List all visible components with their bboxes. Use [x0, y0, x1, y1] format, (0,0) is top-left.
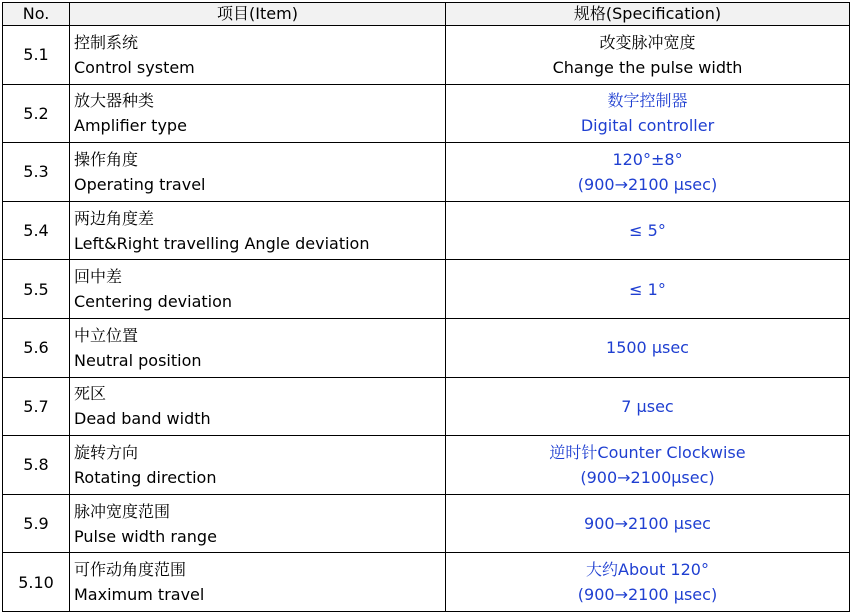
row-number: 5.10 [3, 553, 70, 612]
item-chinese-label: 控制系统 [74, 32, 139, 52]
item-cell [70, 436, 446, 495]
item-chinese-label: 放大器种类 [74, 91, 155, 111]
table-row [3, 436, 850, 495]
row-number: 5.3 [3, 143, 70, 202]
spec-line-1: ≤ 5° [629, 221, 666, 241]
item-chinese-label: 脉冲宽度范围 [74, 501, 171, 521]
spec-line-1: 120°±8° [612, 149, 683, 169]
table-row [3, 494, 850, 553]
table-row [3, 377, 850, 436]
item-cell [70, 494, 446, 553]
spec-line-1: ≤ 1° [629, 279, 666, 299]
item-chinese-label: 旋转方向 [74, 442, 139, 462]
item-english-label: Pulse width range [74, 526, 217, 546]
spec-cell [446, 318, 850, 377]
table-row [3, 260, 850, 319]
item-cell [70, 260, 446, 319]
header-no: No. [3, 3, 70, 26]
spec-line-1: 1500 µsec [606, 338, 689, 358]
spec-line-1: 大约About 120° [586, 560, 709, 580]
spec-line-2: Digital controller [580, 116, 715, 136]
row-number: 5.7 [3, 377, 70, 436]
header-item: 项目(Item) [70, 3, 446, 26]
spec-cell [446, 494, 850, 553]
spec-line-1: 7 µsec [621, 396, 674, 416]
row-number: 5.1 [3, 26, 70, 85]
item-cell [70, 201, 446, 260]
table-row [3, 553, 850, 612]
spec-cell [446, 26, 850, 85]
item-english-label: Neutral position [74, 350, 202, 370]
item-cell [70, 26, 446, 85]
table-row [3, 26, 850, 85]
item-cell [70, 377, 446, 436]
item-cell [70, 84, 446, 143]
item-cell [70, 318, 446, 377]
spec-cell [446, 84, 850, 143]
spec-table [2, 2, 850, 612]
row-number: 5.6 [3, 318, 70, 377]
header-row [3, 3, 850, 26]
item-cell [70, 553, 446, 612]
item-chinese-label: 中立位置 [74, 325, 139, 345]
table-row [3, 318, 850, 377]
spec-cell [446, 260, 850, 319]
spec-cell [446, 143, 850, 202]
item-english-label: Control system [74, 57, 195, 77]
item-english-label: Amplifier type [74, 116, 187, 136]
spec-line-2: (900→2100 µsec) [577, 585, 718, 605]
spec-cell [446, 436, 850, 495]
row-number: 5.2 [3, 84, 70, 143]
item-chinese-label: 可作动角度范围 [74, 560, 187, 580]
spec-line-1: 900→2100 µsec [584, 514, 711, 534]
row-number: 5.5 [3, 260, 70, 319]
table-row [3, 84, 850, 143]
item-english-label: Dead band width [74, 409, 211, 429]
row-number: 5.8 [3, 436, 70, 495]
item-english-label: Centering deviation [74, 292, 233, 312]
item-chinese-label: 死区 [74, 384, 107, 404]
header-spec: 规格(Specification) [446, 3, 850, 26]
spec-cell [446, 553, 850, 612]
item-english-label: Rotating direction [74, 467, 217, 487]
table-row [3, 201, 850, 260]
item-english-label: Operating travel [74, 174, 206, 194]
spec-line-1: 数字控制器 [607, 91, 688, 111]
table-row [3, 143, 850, 202]
row-number: 5.4 [3, 201, 70, 260]
spec-line-2: (900→2100µsec) [580, 467, 715, 487]
item-cell [70, 143, 446, 202]
spec-line-1: 改变脉冲宽度 [599, 32, 696, 52]
item-chinese-label: 两边角度差 [74, 208, 155, 228]
spec-line-2: Change the pulse width [552, 57, 743, 77]
spec-cell [446, 377, 850, 436]
item-english-label: Maximum travel [74, 585, 205, 605]
item-chinese-label: 操作角度 [74, 149, 139, 169]
spec-cell [446, 201, 850, 260]
row-number: 5.9 [3, 494, 70, 553]
spec-line-2: (900→2100 µsec) [577, 174, 718, 194]
item-english-label: Left&Right travelling Angle deviation [74, 233, 370, 253]
item-chinese-label: 回中差 [74, 267, 123, 287]
spec-line-1: 逆时针Counter Clockwise [549, 442, 746, 462]
